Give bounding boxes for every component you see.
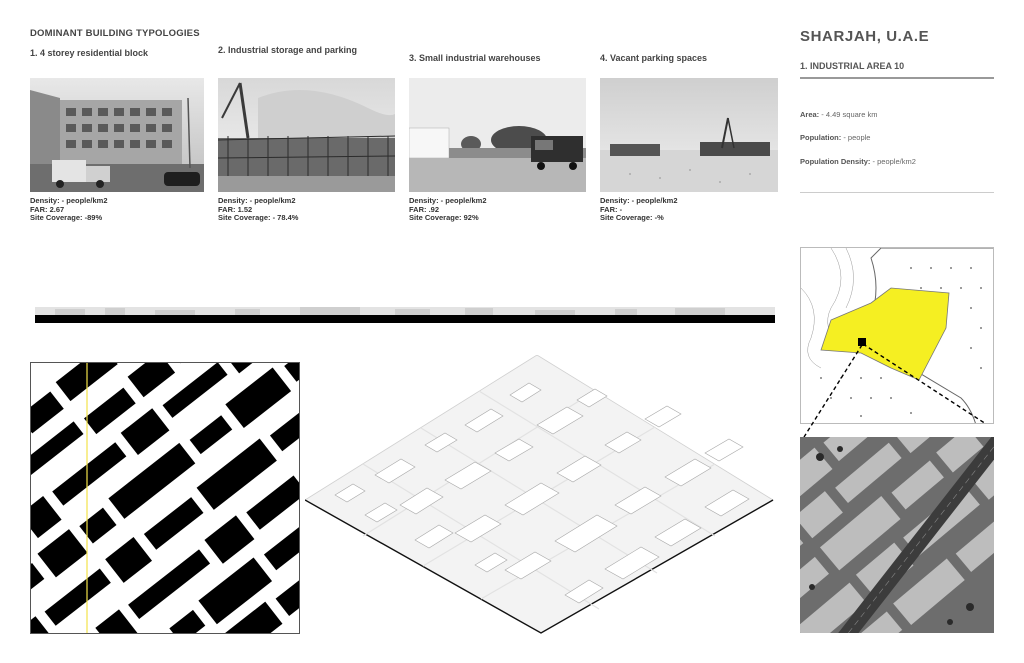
aerial-photo [800, 437, 994, 633]
typology-1-title: 1. 4 storey residential block [30, 48, 149, 58]
map-callout-lines [790, 245, 1000, 445]
typology-3-density: Density: - people/km2 [409, 196, 487, 205]
area-info [800, 110, 878, 119]
typology-2-site-coverage: Site Coverage: - 78.4% [218, 213, 299, 222]
typology-2-far: FAR: 1.52 [218, 204, 253, 214]
typology-4-far: FAR: - [600, 204, 623, 214]
typology-1-far: FAR: 2.67 [30, 204, 65, 214]
typology-4-site-coverage: Site Coverage: -% [600, 213, 664, 222]
typology-1-site-coverage: Site Coverage: -89% [30, 213, 103, 222]
industrial-storage-photo [218, 78, 395, 192]
typology-3-stats [409, 197, 487, 223]
typology-4-stats [600, 197, 678, 223]
population-info [800, 133, 870, 142]
city-title: SHARJAH, U.A.E [800, 28, 930, 45]
typology-3-site-coverage: Site Coverage: 92% [409, 213, 479, 222]
warehouse-photo [409, 78, 586, 192]
isometric-massing-model [305, 355, 775, 635]
population-density-value: - people/km2 [872, 157, 916, 166]
typology-2-stats [218, 197, 298, 223]
area-divider [800, 77, 994, 79]
figure-ground-plan [30, 362, 300, 634]
population-value: - people [843, 133, 871, 142]
typology-4-title: 4. Vacant parking spaces [600, 53, 708, 63]
section-title: DOMINANT BUILDING TYPOLOGIES [30, 28, 200, 39]
typology-4-density: Density: - people/km2 [600, 196, 678, 205]
typology-1-density: Density: - people/km2 [30, 196, 108, 205]
section-strip [35, 307, 775, 323]
info-divider [800, 192, 994, 193]
area-label: Area: [800, 110, 820, 119]
area-name: 1. INDUSTRIAL AREA 10 [800, 61, 905, 71]
typology-2-density: Density: - people/km2 [218, 196, 296, 205]
residential-block-photo [30, 78, 204, 192]
population-label: Population: [800, 133, 842, 142]
vacant-parking-photo [600, 78, 778, 192]
typology-3-title: 3. Small industrial warehouses [409, 53, 541, 63]
area-value: - 4.49 square km [821, 110, 878, 119]
population-density-label: Population Density: [800, 157, 871, 166]
population-density-info [800, 157, 916, 166]
typology-2-title: 2. Industrial storage and parking [218, 45, 358, 55]
typology-1-stats [30, 197, 108, 223]
typology-3-far: FAR: .92 [409, 204, 440, 214]
